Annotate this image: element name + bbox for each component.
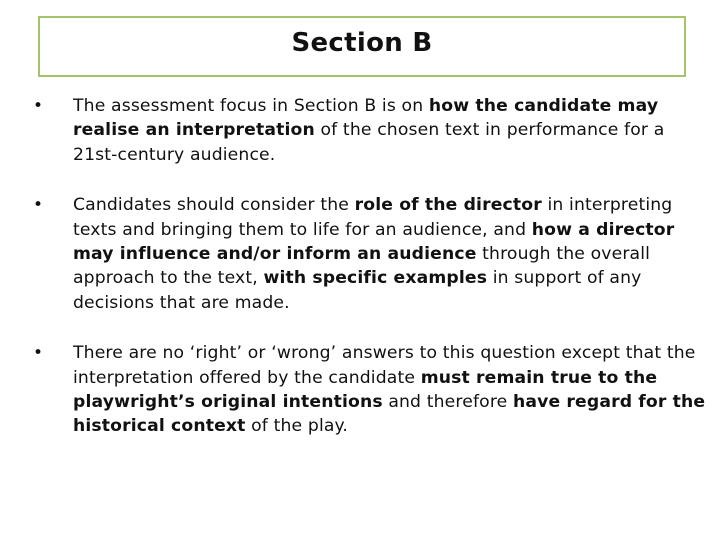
text-run: in support of any decisions that are made. bbox=[73, 268, 642, 313]
bold-text-run: how the candidate may realise an interpretation bbox=[73, 96, 659, 141]
slide-title: Section B bbox=[291, 27, 433, 58]
bold-text-run: with specific examples bbox=[263, 268, 488, 289]
bullet-dot-icon: • bbox=[33, 96, 44, 116]
bullet-item bbox=[33, 94, 713, 167]
bullet-dot-icon: • bbox=[33, 343, 44, 364]
bullet-list bbox=[33, 94, 713, 439]
text-run: There are no ‘right’ or ‘wrong’ answers to this question except that the interpretation offered by the candidate bbox=[73, 343, 696, 388]
text-run: in interpreting texts and bringing them to life for an audience, and bbox=[73, 195, 673, 240]
bold-text-run: role of the director bbox=[354, 195, 542, 216]
bold-text-run: how a director may influence and/or inform an audience bbox=[73, 219, 675, 265]
bold-text-run: must remain true to the playwright’s original intentions bbox=[73, 367, 658, 413]
bullet-dot-icon: • bbox=[33, 195, 44, 216]
bullet-item bbox=[33, 193, 713, 315]
text-run: of the chosen text in performance for a 21st-century audience. bbox=[73, 120, 665, 165]
text-run: of the play. bbox=[245, 416, 349, 437]
text-run: and therefore bbox=[382, 392, 513, 413]
text-run: through the overall approach to the text, bbox=[73, 244, 651, 289]
title-box bbox=[38, 16, 686, 77]
text-run: The assessment focus in Section B is on bbox=[73, 96, 429, 116]
text-run: Candidates should consider the bbox=[73, 195, 355, 216]
bold-text-run: have regard for the historical context bbox=[73, 392, 706, 437]
bullet-item bbox=[33, 341, 713, 439]
